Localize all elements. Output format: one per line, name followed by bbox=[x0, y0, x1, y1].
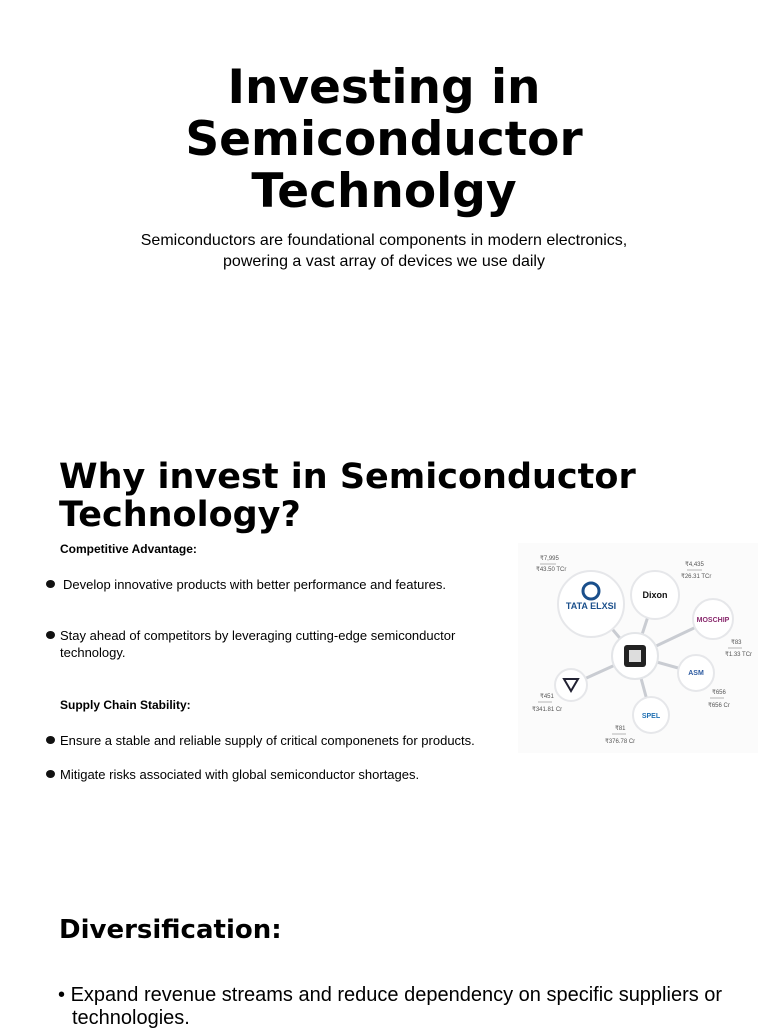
diversification-bullet: • Expand revenue streams and reduce dependency on specific suppliers or technologies. bbox=[58, 984, 723, 1029]
moschip-label: MOSCHIP bbox=[696, 617, 730, 624]
asm-price: ₹656 bbox=[712, 690, 726, 696]
tata-price: ₹7,995 bbox=[540, 556, 559, 562]
asm-mcap: ₹656 Cr bbox=[708, 703, 730, 709]
subtitle-line-1: Semiconductors are foundational components in modern electronics, bbox=[140, 232, 628, 249]
tata-label: TATA ELXSI bbox=[565, 601, 617, 611]
triangle-price: ₹451 bbox=[540, 694, 554, 700]
subtitle bbox=[84, 230, 684, 272]
subtitle-line-2: powering a vast array of devices we use daily bbox=[223, 253, 545, 270]
chip-core bbox=[629, 650, 641, 662]
tata-mcap: ₹43.50 TCr bbox=[536, 567, 567, 573]
dixon-price: ₹4,435 bbox=[685, 562, 704, 568]
triangle-logo-node bbox=[555, 669, 587, 701]
spel-label: SPEL bbox=[641, 713, 661, 720]
bullet-dot bbox=[46, 736, 55, 744]
semiconductor-companies-graphic bbox=[518, 543, 758, 753]
diversification-heading: Diversification: bbox=[59, 915, 282, 945]
supply-bullet-2: Mitigate risks associated with global semiconductor shortages. bbox=[60, 767, 420, 782]
competitive-bullet-2: Stay ahead of competitors by leveraging cutting-edge semiconductor technology. bbox=[60, 628, 456, 660]
supply-bullet-1: Ensure a stable and reliable supply of critical componenets for products. bbox=[60, 733, 475, 748]
bullet-dot bbox=[46, 580, 55, 588]
competitive-advantage-label: Competitive Advantage: bbox=[60, 542, 197, 556]
bullet-dot bbox=[46, 770, 55, 778]
dixon-mcap: ₹26.31 TCr bbox=[681, 574, 712, 580]
moschip-price: ₹83 bbox=[731, 640, 742, 646]
spel-mcap: ₹376.78 Cr bbox=[605, 739, 636, 745]
moschip-mcap: ₹1.33 TCr bbox=[725, 652, 753, 658]
asm-label: ASM bbox=[688, 670, 704, 677]
diversification-bullet-text: Expand revenue streams and reduce dependency on specific suppliers or technologies. bbox=[70, 984, 723, 1029]
competitive-bullet-1: Develop innovative products with better performance and features. bbox=[63, 577, 446, 592]
why-heading-line-1: Why invest in Semiconductor bbox=[59, 457, 636, 497]
title-line-2: Semiconductor bbox=[185, 112, 583, 167]
title-line-1: Investing in bbox=[227, 60, 541, 115]
triangle-mcap: ₹341.81 Cr bbox=[532, 707, 563, 713]
dixon-label: Dixon bbox=[642, 590, 668, 600]
bullet-dot bbox=[46, 631, 55, 639]
companies-network-svg bbox=[518, 543, 758, 753]
supply-chain-label: Supply Chain Stability: bbox=[60, 698, 191, 712]
page-title bbox=[0, 62, 768, 218]
title-line-3: Technolgy bbox=[251, 164, 517, 219]
why-invest-heading bbox=[59, 458, 749, 534]
why-heading-line-2: Technology? bbox=[59, 495, 301, 535]
spel-price: ₹81 bbox=[615, 726, 626, 732]
